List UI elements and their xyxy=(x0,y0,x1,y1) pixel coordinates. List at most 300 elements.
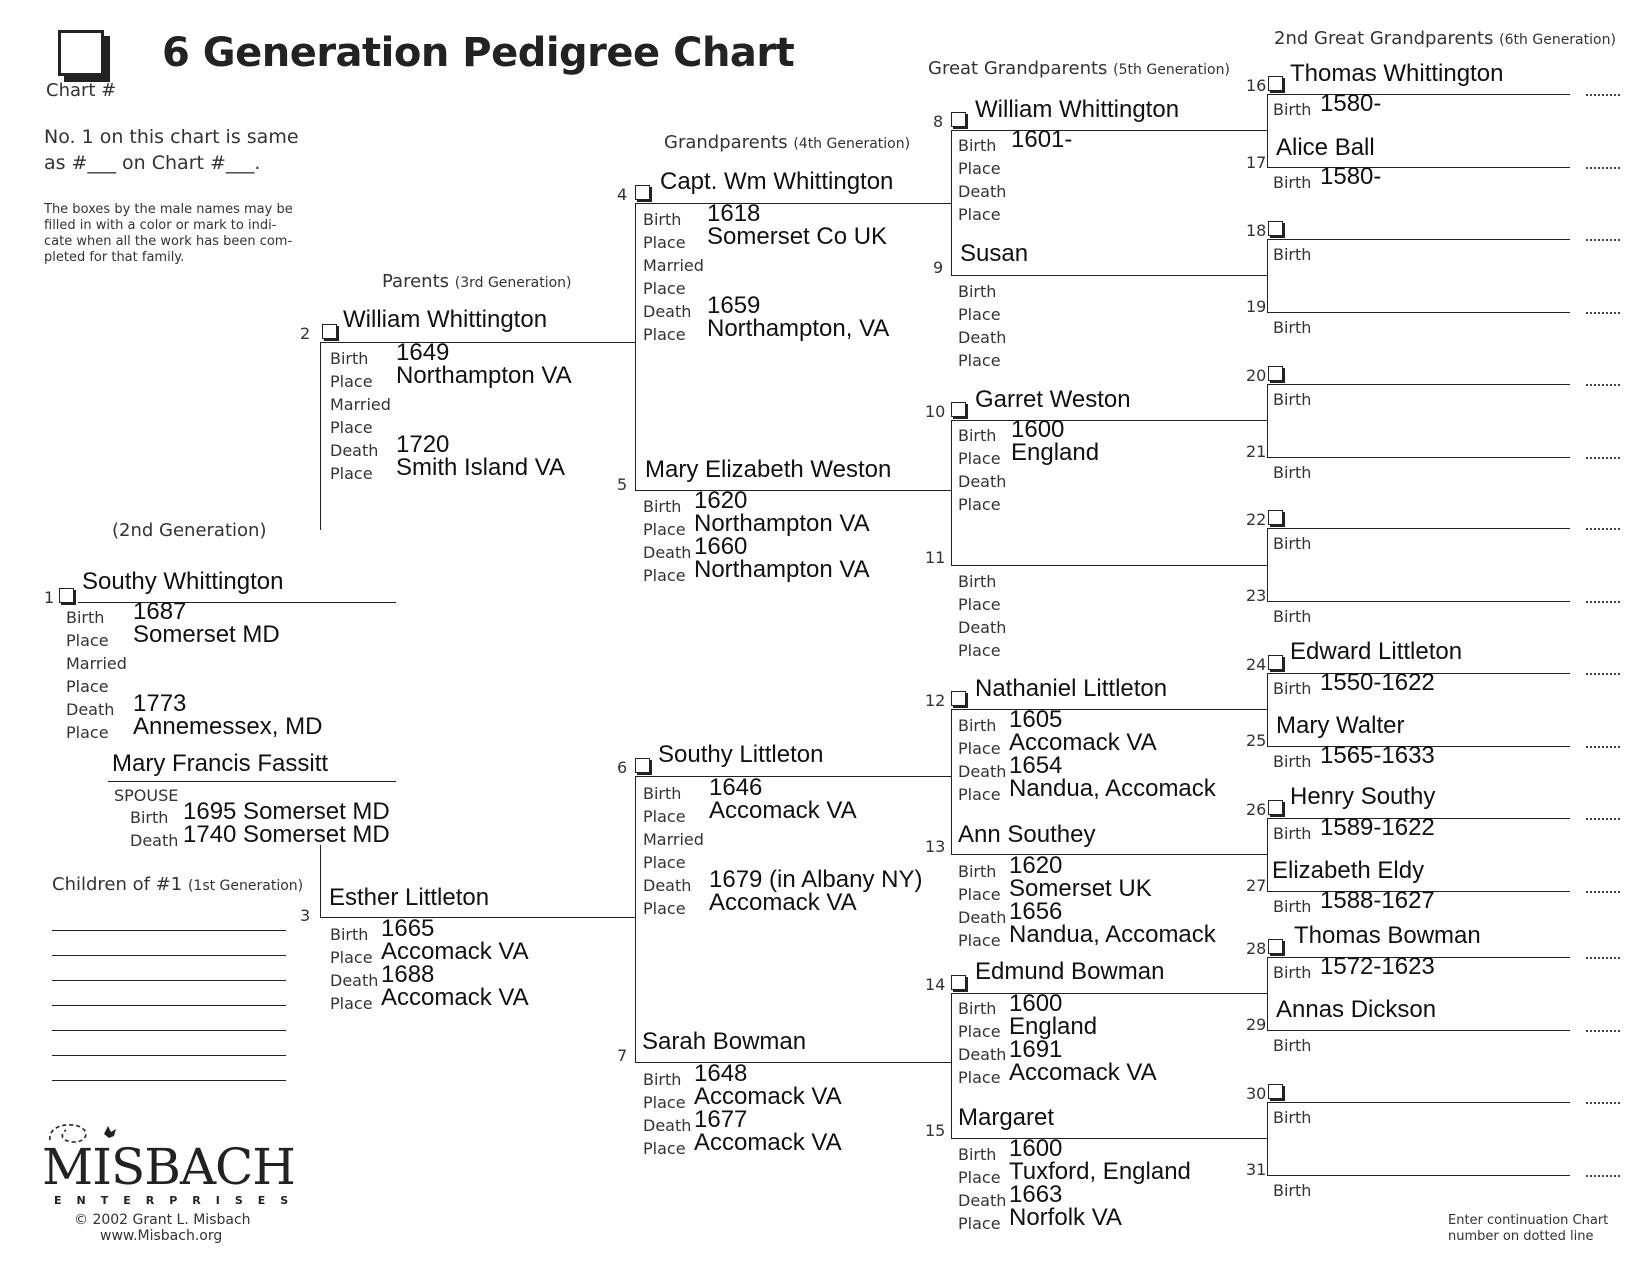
person-8-name: William Whittington xyxy=(975,96,1180,123)
child-line[interactable] xyxy=(52,1055,286,1056)
person-number: 16 xyxy=(1246,76,1267,95)
birth-date: 1687 xyxy=(133,598,187,625)
completion-checkbox[interactable] xyxy=(1268,366,1283,381)
birth-place: England xyxy=(1011,439,1100,466)
continuation-note-2: number on dotted line xyxy=(1448,1229,1594,1244)
place-label: Place xyxy=(643,566,686,585)
name-line xyxy=(635,203,951,204)
child-line[interactable] xyxy=(52,1030,286,1031)
person-2-name: William Whittington xyxy=(343,306,548,333)
child-line[interactable] xyxy=(52,980,286,981)
place-label: Place xyxy=(66,631,109,650)
name-line xyxy=(951,275,1267,276)
birth-date: 1580- xyxy=(1320,163,1382,190)
person-number: 18 xyxy=(1246,221,1267,240)
person-6-name: Southy Littleton xyxy=(658,741,824,768)
person-number: 22 xyxy=(1246,510,1267,529)
death-label: Death xyxy=(330,441,379,460)
birth-label: Birth xyxy=(1273,1181,1312,1200)
place-label: Place xyxy=(643,1139,686,1158)
death-label: Death xyxy=(958,762,1007,781)
gen4-header: Grandparents (4th Generation) xyxy=(664,132,911,153)
name-line xyxy=(320,917,636,918)
birth-date: 1600 xyxy=(1009,1135,1063,1162)
death-date: 1659 xyxy=(707,292,761,319)
birth-date: 1550-1622 xyxy=(1320,669,1435,696)
name-line xyxy=(1267,1175,1570,1176)
person-number: 17 xyxy=(1246,153,1267,172)
person-number: 4 xyxy=(617,185,628,204)
name-line xyxy=(951,709,1267,710)
continuation-line[interactable] xyxy=(1586,957,1620,959)
place-label: Place xyxy=(643,899,686,918)
continuation-line[interactable] xyxy=(1586,601,1620,603)
copyright: © 2002 Grant L. Misbach xyxy=(74,1212,251,1228)
married-label: Married xyxy=(643,256,704,275)
place-label: Place xyxy=(958,885,1001,904)
note-line-1: The boxes by the male names may be xyxy=(44,202,293,217)
person-number: 26 xyxy=(1246,800,1267,819)
child-line[interactable] xyxy=(52,1005,286,1006)
birth-label: Birth xyxy=(958,426,997,445)
connector xyxy=(635,776,636,1062)
completion-checkbox[interactable] xyxy=(1268,76,1283,91)
place-label: Place xyxy=(643,1093,686,1112)
connector xyxy=(1267,239,1268,312)
birth-place: Accomack VA xyxy=(1009,729,1157,756)
death-date: 1773 xyxy=(133,690,187,717)
birth-date: 1605 xyxy=(1009,706,1063,733)
person-number: 15 xyxy=(925,1121,946,1140)
chart-number-label: Chart # xyxy=(46,80,117,101)
connector xyxy=(1267,957,1268,1030)
completion-checkbox[interactable] xyxy=(1268,221,1283,236)
person-number: 28 xyxy=(1246,939,1267,958)
birth-label: Birth xyxy=(1273,824,1312,843)
birth-date: 1648 xyxy=(694,1060,748,1087)
birth-label: Birth xyxy=(130,808,169,827)
birth-date: 1649 xyxy=(396,339,450,366)
death-label: Death xyxy=(958,908,1007,927)
connector xyxy=(1267,94,1268,167)
name-line xyxy=(951,565,1267,566)
person-number: 12 xyxy=(925,691,946,710)
spouse-label: SPOUSE xyxy=(114,786,179,805)
gen6-header: 2nd Great Grandparents (6th Generation) xyxy=(1274,28,1616,49)
logo-subtitle: ENTERPRISES xyxy=(54,1194,304,1207)
birth-label: Birth xyxy=(1273,1108,1312,1127)
birth-label: Birth xyxy=(1273,752,1312,771)
death-place: Northampton VA xyxy=(694,556,870,583)
birth-label: Birth xyxy=(1273,463,1312,482)
name-line xyxy=(951,1138,1267,1139)
birth-label: Birth xyxy=(1273,963,1312,982)
person-27-name: Elizabeth Eldy xyxy=(1272,857,1425,884)
child-line[interactable] xyxy=(52,955,286,956)
person-3-name: Esther Littleton xyxy=(329,884,490,911)
person-number: 19 xyxy=(1246,297,1267,316)
same-as-line-1: No. 1 on this chart is same xyxy=(44,126,299,148)
birth-place: Northampton VA xyxy=(396,362,572,389)
person-24-name: Edward Littleton xyxy=(1290,638,1463,665)
chart-number-box[interactable] xyxy=(58,30,104,76)
place-label: Place xyxy=(958,1022,1001,1041)
note-line-3: cate when all the work has been com- xyxy=(44,234,293,249)
continuation-line[interactable] xyxy=(1586,94,1620,96)
name-line xyxy=(635,1062,951,1063)
name-line xyxy=(1267,312,1570,313)
place-label: Place xyxy=(958,931,1001,950)
birth-label: Birth xyxy=(1273,318,1312,337)
person-number: 30 xyxy=(1246,1084,1267,1103)
person-14-name: Edmund Bowman xyxy=(975,958,1165,985)
birth-label: Birth xyxy=(643,497,682,516)
person-17-name: Alice Ball xyxy=(1276,134,1375,161)
death-label: Death xyxy=(643,302,692,321)
person-26-name: Henry Southy xyxy=(1290,783,1436,810)
name-line xyxy=(1267,601,1570,602)
place-label: Place xyxy=(958,351,1001,370)
birth-place: Accomack VA xyxy=(694,1083,842,1110)
person-16-name: Thomas Whittington xyxy=(1290,60,1504,87)
birth-label: Birth xyxy=(958,1145,997,1164)
completion-checkbox[interactable] xyxy=(59,588,74,603)
continuation-line[interactable] xyxy=(1586,891,1620,893)
death-label: Death xyxy=(958,328,1007,347)
place-label: Place xyxy=(330,994,373,1013)
birth-date: 1565-1633 xyxy=(1320,742,1435,769)
place-label: Place xyxy=(958,739,1001,758)
place-label: Place xyxy=(330,372,373,391)
death-place: Nandua, Accomack xyxy=(1009,775,1216,802)
person-4-name: Capt. Wm Whittington xyxy=(660,168,894,195)
completion-checkbox[interactable] xyxy=(1268,1084,1283,1099)
person-number: 24 xyxy=(1246,655,1267,674)
birth-label: Birth xyxy=(1273,173,1312,192)
person-number: 3 xyxy=(300,906,311,925)
birth-label: Birth xyxy=(643,210,682,229)
birth-label: Birth xyxy=(330,349,369,368)
place-label: Place xyxy=(958,495,1001,514)
birth-date: 1618 xyxy=(707,200,761,227)
continuation-line[interactable] xyxy=(1586,167,1620,169)
page-title: 6 Generation Pedigree Chart xyxy=(162,30,795,76)
place-label: Place xyxy=(643,325,686,344)
spouse-death: 1740 Somerset MD xyxy=(183,821,390,848)
continuation-note-1: Enter continuation Chart xyxy=(1448,1213,1609,1228)
place-label: Place xyxy=(330,418,373,437)
place-label: Place xyxy=(958,1068,1001,1087)
person-number: 27 xyxy=(1246,876,1267,895)
person-5-name: Mary Elizabeth Weston xyxy=(645,456,892,483)
completion-checkbox[interactable] xyxy=(951,112,966,127)
name-line xyxy=(951,420,1267,421)
same-as-line-2: as #___ on Chart #___. xyxy=(44,152,261,174)
name-line xyxy=(320,342,636,343)
person-10-name: Garret Weston xyxy=(975,386,1131,413)
place-label: Place xyxy=(958,205,1001,224)
person-28-name: Thomas Bowman xyxy=(1294,922,1481,949)
completion-checkbox[interactable] xyxy=(1268,939,1283,954)
children-header: Children of #1 (1st Generation) xyxy=(52,874,304,895)
name-line xyxy=(1267,528,1570,529)
birth-label: Birth xyxy=(958,999,997,1018)
birth-date: 1601- xyxy=(1011,126,1073,153)
birth-date: 1572-1623 xyxy=(1320,953,1435,980)
death-place: Smith Island VA xyxy=(396,454,565,481)
place-label: Place xyxy=(958,1168,1001,1187)
birth-label: Birth xyxy=(1273,679,1312,698)
birth-place: England xyxy=(1009,1013,1098,1040)
continuation-line[interactable] xyxy=(1586,818,1620,820)
completion-checkbox[interactable] xyxy=(951,975,966,990)
person-number: 1 xyxy=(44,588,55,607)
person-7-name: Sarah Bowman xyxy=(642,1028,807,1055)
death-label: Death xyxy=(643,1116,692,1135)
birth-place: Tuxford, England xyxy=(1009,1158,1191,1185)
name-line xyxy=(1267,1030,1570,1031)
person-29-name: Annas Dickson xyxy=(1276,996,1437,1023)
death-label: Death xyxy=(958,1191,1007,1210)
name-line xyxy=(1267,94,1570,95)
person-number: 2 xyxy=(300,324,311,343)
place-label: Place xyxy=(958,595,1001,614)
connector xyxy=(1267,673,1268,746)
death-label: Death xyxy=(330,971,379,990)
person-number: 23 xyxy=(1246,586,1267,605)
continuation-line[interactable] xyxy=(1586,239,1620,241)
completion-checkbox[interactable] xyxy=(635,758,650,773)
continuation-line[interactable] xyxy=(1586,312,1620,314)
birth-label: Birth xyxy=(958,282,997,301)
birth-date: 1588-1627 xyxy=(1320,887,1435,914)
connector xyxy=(320,342,321,530)
continuation-line[interactable] xyxy=(1586,384,1620,386)
place-label: Place xyxy=(958,785,1001,804)
name-line xyxy=(1267,1102,1570,1103)
name-line xyxy=(951,854,1267,855)
birth-place: Northampton VA xyxy=(694,510,870,537)
place-label: Place xyxy=(643,853,686,872)
death-date: 1660 xyxy=(694,533,748,560)
married-label: Married xyxy=(643,830,704,849)
connector xyxy=(1267,818,1268,891)
person-number: 14 xyxy=(925,975,946,994)
connector xyxy=(1267,384,1268,457)
place-label: Place xyxy=(66,677,109,696)
person-13-name: Ann Southey xyxy=(958,821,1096,848)
continuation-line[interactable] xyxy=(1586,457,1620,459)
completion-checkbox[interactable] xyxy=(1268,510,1283,525)
birth-label: Birth xyxy=(1273,534,1312,553)
connector xyxy=(951,130,952,275)
death-date: 1720 xyxy=(396,431,450,458)
death-place: Accomack VA xyxy=(709,889,857,916)
death-place: Annemessex, MD xyxy=(133,713,323,740)
person-number: 25 xyxy=(1246,731,1267,750)
completion-checkbox[interactable] xyxy=(635,185,650,200)
person-number: 5 xyxy=(617,475,628,494)
death-place: Nandua, Accomack xyxy=(1009,921,1216,948)
completion-checkbox[interactable] xyxy=(322,324,337,339)
place-label: Place xyxy=(958,1214,1001,1233)
person-number: 31 xyxy=(1246,1160,1267,1179)
birth-place: Somerset MD xyxy=(133,621,280,648)
death-label: Death xyxy=(643,876,692,895)
birth-date: 1589-1622 xyxy=(1320,814,1435,841)
person-15-name: Margaret xyxy=(958,1104,1055,1131)
married-label: Married xyxy=(330,395,391,414)
death-place: Accomack VA xyxy=(1009,1059,1157,1086)
married-label: Married xyxy=(66,654,127,673)
birth-place: Accomack VA xyxy=(381,938,529,965)
death-label: Death xyxy=(958,618,1007,637)
birth-date: 1646 xyxy=(709,774,763,801)
name-line xyxy=(951,130,1267,131)
death-date: 1677 xyxy=(694,1106,748,1133)
name-line xyxy=(1267,167,1570,168)
logo: MISBACH xyxy=(42,1138,295,1196)
birth-label: Birth xyxy=(66,608,105,627)
person-9-name: Susan xyxy=(960,240,1029,267)
person-number: 20 xyxy=(1246,366,1267,385)
death-label: Death xyxy=(958,182,1007,201)
birth-label: Birth xyxy=(643,784,682,803)
birth-date: 1620 xyxy=(1009,852,1063,879)
gen2-header: (2nd Generation) xyxy=(112,520,267,541)
note-line-4: pleted for that family. xyxy=(44,250,185,265)
person-number: 29 xyxy=(1246,1015,1267,1034)
continuation-line[interactable] xyxy=(1586,1030,1620,1032)
birth-label: Birth xyxy=(1273,100,1312,119)
death-place: Norfolk VA xyxy=(1009,1204,1122,1231)
death-label: Death xyxy=(958,1045,1007,1064)
person-number: 9 xyxy=(933,258,944,277)
continuation-line[interactable] xyxy=(1586,1102,1620,1104)
note-line-2: filled in with a color or mark to indi- xyxy=(44,218,277,233)
birth-date: 1600 xyxy=(1011,416,1065,443)
connector xyxy=(320,845,321,917)
birth-date: 1600 xyxy=(1009,990,1063,1017)
continuation-line[interactable] xyxy=(1586,746,1620,748)
place-label: Place xyxy=(958,449,1001,468)
completion-checkbox[interactable] xyxy=(951,691,966,706)
birth-label: Birth xyxy=(1273,897,1312,916)
death-date: 1691 xyxy=(1009,1036,1063,1063)
birth-label: Birth xyxy=(1273,607,1312,626)
birth-date: 1665 xyxy=(381,915,435,942)
person-number: 7 xyxy=(617,1046,628,1065)
connector xyxy=(951,993,952,1138)
birth-label: Birth xyxy=(958,136,997,155)
name-line xyxy=(1267,457,1570,458)
death-date: 1663 xyxy=(1009,1181,1063,1208)
person-number: 6 xyxy=(617,758,628,777)
place-label: Place xyxy=(643,233,686,252)
spouse-birth: 1695 Somerset MD xyxy=(183,798,390,825)
death-place: Accomack VA xyxy=(381,984,529,1011)
death-date: 1688 xyxy=(381,961,435,988)
death-date: 1654 xyxy=(1009,752,1063,779)
connector xyxy=(951,420,952,565)
connector xyxy=(1267,528,1268,601)
death-label: Death xyxy=(66,700,115,719)
place-label: Place xyxy=(643,520,686,539)
gen5-header: Great Grandparents (5th Generation) xyxy=(928,58,1230,79)
child-line[interactable] xyxy=(52,1080,286,1081)
connector xyxy=(951,709,952,854)
birth-label: Birth xyxy=(330,925,369,944)
person-number: 21 xyxy=(1246,442,1267,461)
continuation-line[interactable] xyxy=(1586,1175,1620,1177)
name-line xyxy=(635,776,951,777)
death-date: 1679 (in Albany NY) xyxy=(709,866,923,893)
birth-label: Birth xyxy=(643,1070,682,1089)
child-line[interactable] xyxy=(52,930,286,931)
spouse-name: Mary Francis Fassitt xyxy=(112,750,329,777)
place-label: Place xyxy=(643,279,686,298)
connector xyxy=(1267,1102,1268,1175)
continuation-line[interactable] xyxy=(1586,528,1620,530)
death-date: 1656 xyxy=(1009,898,1063,925)
name-line xyxy=(635,490,951,491)
person-number: 11 xyxy=(925,548,946,567)
birth-label: Birth xyxy=(958,716,997,735)
name-line xyxy=(1267,239,1570,240)
death-place: Accomack VA xyxy=(694,1129,842,1156)
place-label: Place xyxy=(66,723,109,742)
place-label: Place xyxy=(958,641,1001,660)
connector xyxy=(635,203,636,490)
place-label: Place xyxy=(958,159,1001,178)
place-label: Place xyxy=(958,305,1001,324)
person-25-name: Mary Walter xyxy=(1276,712,1405,739)
place-label: Place xyxy=(330,464,373,483)
name-line xyxy=(1267,384,1570,385)
person-number: 8 xyxy=(933,112,944,131)
completion-checkbox[interactable] xyxy=(1268,800,1283,815)
birth-place: Accomack VA xyxy=(709,797,857,824)
birth-label: Birth xyxy=(1273,390,1312,409)
birth-date: 1580- xyxy=(1320,90,1382,117)
website: www.Misbach.org xyxy=(100,1228,223,1244)
death-label: Death xyxy=(130,831,179,850)
person-number: 10 xyxy=(925,402,946,421)
place-label: Place xyxy=(643,807,686,826)
birth-label: Birth xyxy=(1273,1036,1312,1055)
birth-place: Somerset UK xyxy=(1009,875,1152,902)
name-line xyxy=(951,993,1267,994)
place-label: Place xyxy=(330,948,373,967)
person-number: 13 xyxy=(925,837,946,856)
birth-label: Birth xyxy=(958,572,997,591)
name-line xyxy=(78,602,396,603)
birth-label: Birth xyxy=(1273,245,1312,264)
birth-place: Somerset Co UK xyxy=(707,223,888,250)
continuation-line[interactable] xyxy=(1586,673,1620,675)
spouse-line xyxy=(108,781,396,782)
death-label: Death xyxy=(958,472,1007,491)
completion-checkbox[interactable] xyxy=(1268,655,1283,670)
gen3-header: Parents (3rd Generation) xyxy=(382,271,572,292)
death-place: Northampton, VA xyxy=(707,315,890,342)
birth-label: Birth xyxy=(958,862,997,881)
death-label: Death xyxy=(643,543,692,562)
person-1-name: Southy Whittington xyxy=(82,568,284,595)
birth-date: 1620 xyxy=(694,487,748,514)
person-12-name: Nathaniel Littleton xyxy=(975,675,1168,702)
completion-checkbox[interactable] xyxy=(951,402,966,417)
